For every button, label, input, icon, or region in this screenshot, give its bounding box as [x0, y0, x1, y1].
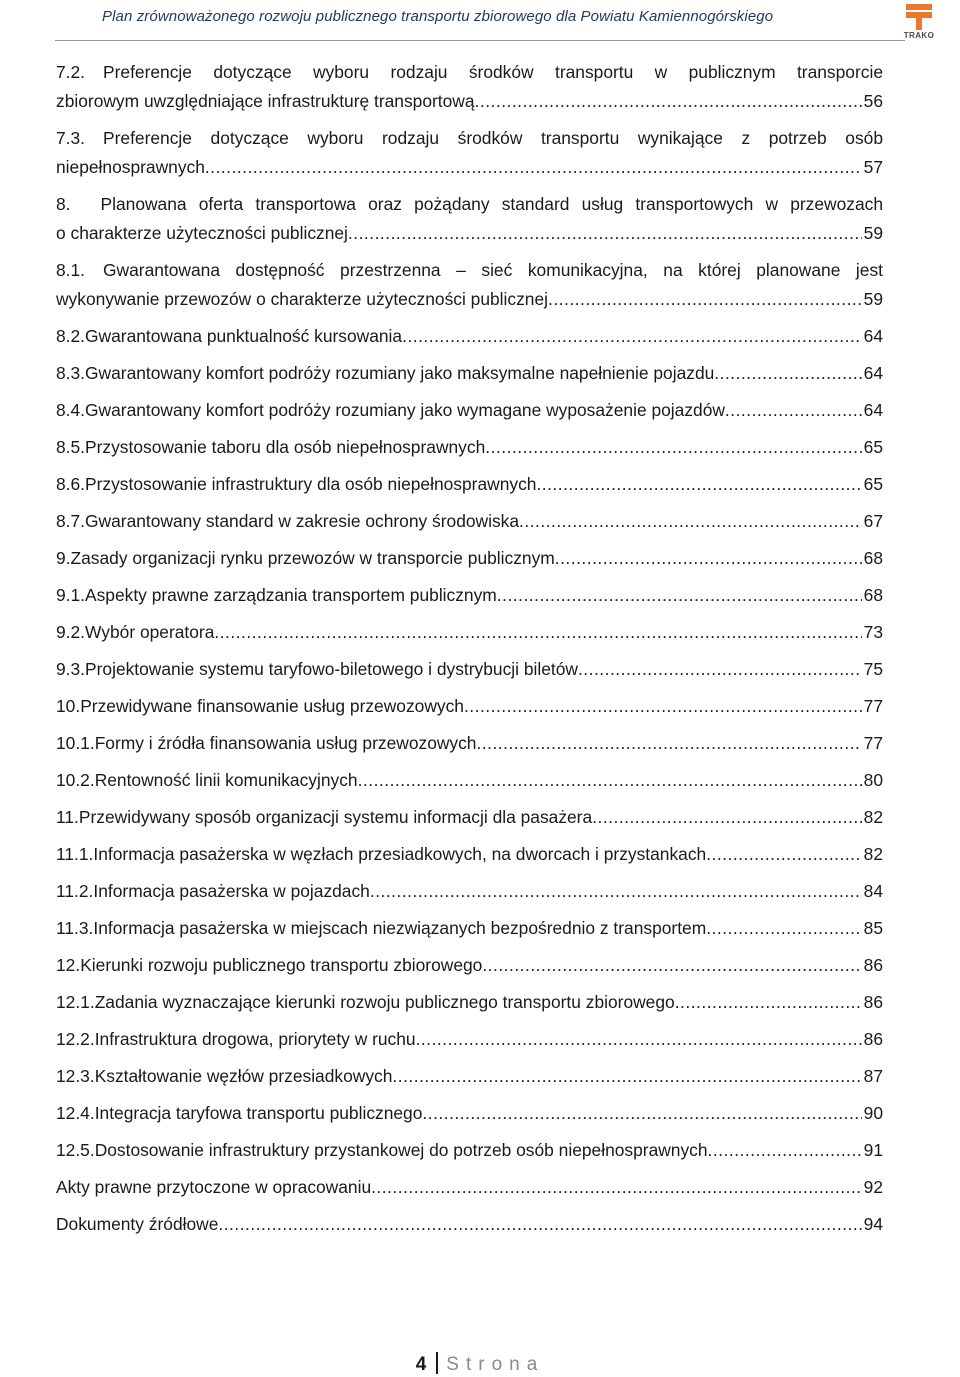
- toc-entry-title: Aspekty prawne zarządzania transportem publicznym: [85, 585, 497, 605]
- toc-entry-10-1[interactable]: [56, 729, 883, 758]
- toc-entry-number: 8.: [56, 194, 71, 214]
- toc-entry-8-3[interactable]: [56, 359, 883, 388]
- footer-separator: [436, 1352, 438, 1374]
- toc-entry-page: 64: [863, 326, 883, 346]
- toc-entry-number: 9.2.: [56, 622, 86, 642]
- toc-entry-page: 75: [863, 659, 883, 679]
- toc-entry-number: 8.3.: [56, 363, 86, 383]
- toc-entry-12-2[interactable]: [56, 1025, 883, 1054]
- toc-entry-page: 92: [863, 1177, 883, 1197]
- toc-leader-dots: [475, 87, 862, 116]
- toc-entry-line2: [56, 87, 883, 116]
- toc-entry-line1: [56, 124, 883, 153]
- toc-entry-page: 86: [863, 992, 883, 1012]
- page-header: [0, 0, 960, 50]
- toc-leader-dots: [402, 322, 862, 351]
- toc-entry-number: 7.2.: [56, 62, 86, 82]
- toc-entry-title: Wybór operatora: [85, 622, 215, 642]
- document-title: Plan zrównoważonego rozwoju publicznego transportu zbiorowego dla Powiatu Kamiennogórskiego: [102, 8, 774, 25]
- toc-entry-title: Planowana oferta transportowa oraz pożądany standard usług transportowych w przewozach: [100, 194, 883, 214]
- toc-entry-line1: [56, 58, 883, 87]
- toc-leader-dots: [536, 470, 861, 499]
- toc-entry-title: Kształtowanie węzłów przesiadkowych: [94, 1066, 393, 1086]
- toc-entry-number: 8.5.: [56, 437, 86, 457]
- toc-entry-number: 7.3.: [56, 128, 86, 148]
- toc-entry-title: Gwarantowany standard w zakresie ochrony środowiska: [85, 511, 520, 531]
- toc-entry-number: 8.2.: [56, 326, 86, 346]
- toc-entry-page: 85: [863, 918, 883, 938]
- toc-entry-8-2[interactable]: [56, 322, 883, 351]
- toc-entry-9-2[interactable]: [56, 618, 883, 647]
- toc-entry-title: Preferencje dotyczące wyboru rodzaju środków transportu w publicznym transporcie: [103, 62, 883, 82]
- toc-entry-12-4[interactable]: [56, 1099, 883, 1128]
- toc-leader-dots: [392, 1062, 861, 1091]
- toc-leader-dots: [214, 618, 861, 647]
- toc-leader-dots: [218, 1210, 861, 1239]
- toc-entry-number: 12.3.: [56, 1066, 95, 1086]
- toc-leader-dots: [497, 581, 862, 610]
- toc-leader-dots: [548, 285, 862, 314]
- toc-entry-title-cont: wykonywanie przewozów o charakterze użyteczności publicznej: [56, 289, 548, 309]
- toc-entry-page: 57: [863, 157, 883, 177]
- toc-entry-number: 10.1.: [56, 733, 95, 753]
- toc-entry-page: 90: [863, 1103, 883, 1123]
- toc-leader-dots: [485, 433, 861, 462]
- toc-entry-10-2[interactable]: [56, 766, 883, 795]
- header-divider: [55, 40, 905, 41]
- toc-entry-page: 84: [863, 881, 883, 901]
- toc-entry-12-5[interactable]: [56, 1136, 883, 1165]
- toc-entry-title: Przystosowanie infrastruktury dla osób niepełnosprawnych: [85, 474, 537, 494]
- toc-entry-title: Przystosowanie taboru dla osób niepełnosprawnych: [85, 437, 486, 457]
- toc-entry-number: 10.: [56, 696, 81, 716]
- toc-entry-title: Zasady organizacji rynku przewozów w transporcie publicznym: [70, 548, 555, 568]
- toc-entry-page: 87: [863, 1066, 883, 1086]
- toc-leader-dots: [205, 153, 862, 182]
- toc-entry-line2: [56, 285, 883, 314]
- toc-entry-8-4[interactable]: [56, 396, 883, 425]
- toc-entry-page: 65: [863, 474, 883, 494]
- toc-entry-number: 12.4.: [56, 1103, 95, 1123]
- toc-entry-page: 65: [863, 437, 883, 457]
- toc-entry-page: 82: [863, 807, 883, 827]
- toc-leader-dots: [422, 1099, 861, 1128]
- toc-entry-number: 11.2.: [56, 881, 94, 901]
- toc-leader-dots: [416, 1025, 862, 1054]
- toc-leader-dots: [464, 692, 862, 721]
- toc-entry-page: 68: [863, 548, 883, 568]
- toc-leader-dots: [371, 1173, 862, 1202]
- toc-entry-page: 80: [863, 770, 883, 790]
- toc-entry-7-3[interactable]: [56, 124, 883, 182]
- toc-entry-number: 11.1.: [56, 844, 94, 864]
- toc-entry-line1: [56, 256, 883, 285]
- toc-entry-9-3[interactable]: [56, 655, 883, 684]
- toc-entry-8-7[interactable]: [56, 507, 883, 536]
- toc-entry-11-3[interactable]: [56, 914, 883, 943]
- toc-leader-dots: [555, 544, 862, 573]
- toc-entry-title: Gwarantowany komfort podróży rozumiany jako wymagane wyposażenie pojazdów: [85, 400, 725, 420]
- toc-entry-title: Informacja pasażerska w pojazdach: [93, 881, 370, 901]
- trako-logo-icon: [903, 2, 935, 32]
- toc-leader-dots: [370, 877, 862, 906]
- toc-entry-title: Gwarantowana punktualność kursowania: [85, 326, 403, 346]
- toc-entry-number: 11.3.: [56, 918, 94, 938]
- toc-entry-title: Akty prawne przytoczone w opracowaniu: [56, 1177, 372, 1197]
- toc-entry-page: 64: [863, 363, 883, 383]
- toc-entry-title: Dokumenty źródłowe: [56, 1214, 219, 1234]
- toc-entry-number: 8.4.: [56, 400, 86, 420]
- toc-entry-title: Gwarantowana dostępność przestrzenna – sieć komunikacyjna, na której planowane jest: [103, 260, 883, 280]
- toc-leader-dots: [706, 914, 861, 943]
- toc-entry-page: 64: [863, 400, 883, 420]
- toc-entry-number: 12.2.: [56, 1029, 95, 1049]
- trako-logo: [903, 2, 935, 42]
- toc-entry-8-5[interactable]: [56, 433, 883, 462]
- toc-leader-dots: [706, 840, 861, 869]
- toc-entry-number: 9.3.: [56, 659, 86, 679]
- toc-entry-title: Przewidywany sposób organizacji systemu informacji dla pasażera: [78, 807, 593, 827]
- toc-entry-title: Informacja pasażerska w miejscach niezwiązanych bezpośrednio z transportem: [93, 918, 707, 938]
- toc-entry-11-1[interactable]: [56, 840, 883, 869]
- toc-entry-number: 12.5.: [56, 1140, 95, 1160]
- toc-entry-number: 8.6.: [56, 474, 86, 494]
- toc-entry-number: 9.: [56, 548, 71, 568]
- toc-leader-dots: [519, 507, 862, 536]
- toc-entry-title: Gwarantowany komfort podróży rozumiany jako maksymalne napełnienie pojazdu: [85, 363, 715, 383]
- toc-entry-number: 11.: [56, 807, 79, 827]
- toc-leader-dots: [578, 655, 862, 684]
- toc-entry-10[interactable]: [56, 692, 883, 721]
- toc-leader-dots: [592, 803, 862, 832]
- toc-leader-dots: [708, 1136, 862, 1165]
- toc-entry-11-2[interactable]: [56, 877, 883, 906]
- toc-entry-number: 8.7.: [56, 511, 86, 531]
- toc-entry-dokumenty-zrodlowe[interactable]: [56, 1210, 883, 1239]
- toc-entry-title-cont: o charakterze użyteczności publicznej: [56, 223, 348, 243]
- toc-leader-dots: [675, 988, 862, 1017]
- page-number: 4: [415, 1354, 427, 1375]
- toc-leader-dots: [476, 729, 861, 758]
- toc-entry-page: 86: [863, 1029, 883, 1049]
- toc-entry-12-1[interactable]: [56, 988, 883, 1017]
- toc-entry-page: 94: [863, 1214, 883, 1234]
- page-label: Strona: [446, 1354, 545, 1375]
- table-of-contents: [56, 58, 883, 1247]
- toc-entry-11[interactable]: [56, 803, 883, 832]
- toc-entry-9[interactable]: [56, 544, 883, 573]
- toc-entry-number: 8.1.: [56, 260, 86, 280]
- toc-entry-page: 67: [863, 511, 883, 531]
- toc-entry-title: Kierunki rozwoju publicznego transportu zbiorowego: [80, 955, 483, 975]
- toc-entry-page: 68: [863, 585, 883, 605]
- toc-entry-page: 56: [863, 91, 883, 111]
- toc-entry-title: Dostosowanie infrastruktury przystankowej do potrzeb osób niepełnosprawnych: [94, 1140, 708, 1160]
- logo-label: TRAKO: [903, 31, 935, 40]
- toc-entry-title-cont: niepełnosprawnych: [56, 157, 205, 177]
- toc-entry-number: 12.1.: [56, 992, 95, 1012]
- toc-leader-dots: [358, 766, 862, 795]
- toc-entry-title: Formy i źródła finansowania usług przewozowych: [94, 733, 477, 753]
- toc-entry-page: 77: [863, 733, 883, 753]
- toc-entry-line2: [56, 219, 883, 248]
- toc-leader-dots: [714, 359, 861, 388]
- toc-entry-page: 77: [863, 696, 883, 716]
- toc-entry-title: Projektowanie systemu taryfowo-biletowego i dystrybucji biletów: [85, 659, 578, 679]
- toc-entry-12-3[interactable]: [56, 1062, 883, 1091]
- toc-entry-number: 12.: [56, 955, 81, 975]
- toc-entry-page: 86: [863, 955, 883, 975]
- toc-entry-page: 59: [863, 223, 883, 243]
- toc-leader-dots: [348, 219, 862, 248]
- toc-entry-12[interactable]: [56, 951, 883, 980]
- toc-entry-title: Infrastruktura drogowa, priorytety w ruchu: [94, 1029, 416, 1049]
- toc-entry-page: 91: [863, 1140, 883, 1160]
- toc-entry-title: Integracja taryfowa transportu publicznego: [94, 1103, 423, 1123]
- toc-entry-8-6[interactable]: [56, 470, 883, 499]
- page-footer: [0, 1352, 960, 1376]
- toc-entry-page: 73: [863, 622, 883, 642]
- toc-entry-number: 9.1.: [56, 585, 86, 605]
- toc-entry-8[interactable]: [56, 190, 883, 248]
- toc-entry-akty-prawne[interactable]: [56, 1173, 883, 1202]
- toc-entry-title: Informacja pasażerska w węzłach przesiadkowych, na dworcach i przystankach: [93, 844, 707, 864]
- toc-entry-9-1[interactable]: [56, 581, 883, 610]
- toc-entry-title-cont: zbiorowym uwzględniające infrastrukturę transportową: [56, 91, 475, 111]
- toc-entry-title: Zadania wyznaczające kierunki rozwoju publicznego transportu zbiorowego: [94, 992, 675, 1012]
- toc-entry-8-1[interactable]: [56, 256, 883, 314]
- toc-entry-7-2[interactable]: [56, 58, 883, 116]
- toc-entry-page: 59: [863, 289, 883, 309]
- toc-entry-line1: [56, 190, 883, 219]
- toc-entry-title: Preferencje dotyczące wyboru rodzaju środków transportu wynikające z potrzeb osób: [103, 128, 883, 148]
- toc-entry-title: Przewidywane finansowanie usług przewozowych: [80, 696, 464, 716]
- toc-entry-page: 82: [863, 844, 883, 864]
- toc-leader-dots: [482, 951, 861, 980]
- toc-leader-dots: [725, 396, 862, 425]
- toc-entry-title: Rentowność linii komunikacyjnych: [94, 770, 358, 790]
- toc-entry-line2: [56, 153, 883, 182]
- toc-entry-number: 10.2.: [56, 770, 95, 790]
